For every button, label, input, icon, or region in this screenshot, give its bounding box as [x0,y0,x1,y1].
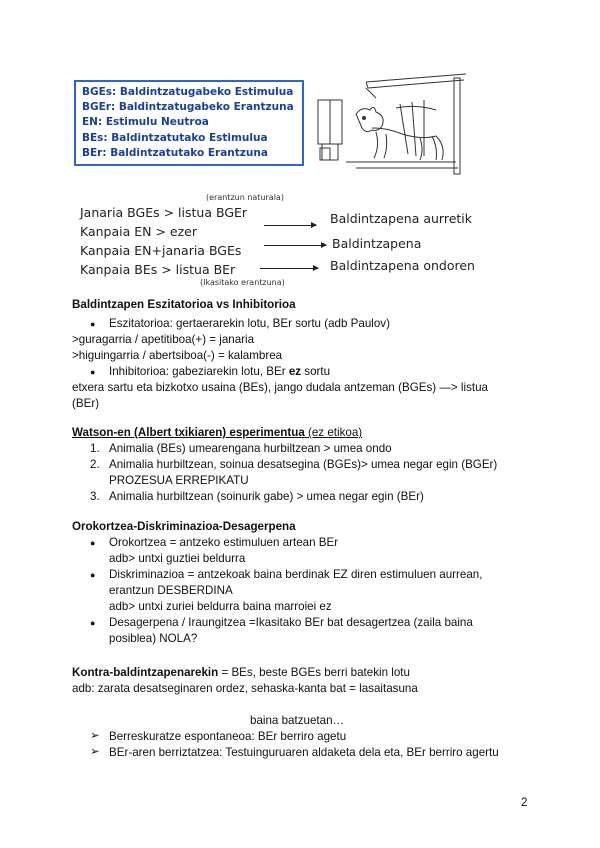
bullet-text-cont: adb> untxi zuriei beldurra baina marroiei ez [109,600,332,613]
section-heading [72,665,410,681]
text-line-centered: baina batzuetan… [250,714,345,727]
heading-text: Watson-en (Albert txikiaren) esperimentua [72,426,305,439]
list-number: 3. [90,490,100,503]
bullet-text: Orokortzea = antzeko estimuluen artean BEr [109,536,339,549]
list-number: 1. [90,442,100,455]
arrow-item: Berreskuratze espontaneoa: BEr berriro agetu [109,730,347,743]
legend-line: EN: Estimulu Neutroa [82,116,209,129]
diagram-row: Kanpaia EN+janaria BGEs [80,243,242,258]
diagram-result: Baldintzapena ondoren [330,258,475,273]
arrowhead-bullet-icon: ➢ [90,745,100,758]
list-item: Animalia hurbiltzean, soinua desatsegina (BGEs)> umea negar egin (BGEr) [109,458,498,471]
bullet-text-cont: adb> untxi guztiei beldurra [109,552,246,565]
diagram-result: Baldintzapena [332,236,422,251]
list-item-cont: PROZESUA ERREPIKATU [109,474,249,487]
arrow-icon [264,225,316,226]
arrow-icon [260,268,318,269]
list-number: 2. [90,458,100,471]
text-line: (BEr) [72,397,100,410]
section-heading: Baldintzapen Eszitatorioa vs Inhibitorioa [72,298,296,311]
arrow-icon [264,245,326,246]
section-heading: Orokortzea-Diskriminazioa-Desagerpena [72,520,296,533]
emphasis: ez [288,365,302,378]
text-line: etxera sartu eta bizkotxo usaina (BEs), jango dudala antzeman (BGEs) —> listua [72,381,488,394]
bullet-icon: ● [90,319,96,329]
legend-box [74,80,304,166]
diagram-row: Kanpaia BEs > listua BEr [80,262,236,277]
bullet-text: Diskriminazioa = antzekoak baina berdinak EZ diren estimuluen aurrean, [109,568,483,581]
arrowhead-bullet-icon: ➢ [90,729,100,742]
diagram-row: Kanpaia EN > ezer [80,224,198,239]
text-line: >higuingarria / abertsiboa(-) = kalambrea [72,349,283,362]
list-item: Animalia hurbiltzean (soinurik gabe) > umea negar egin (BEr) [109,490,424,503]
heading-suffix: = BEs, beste BGEs berri batekin lotu [218,666,410,679]
bullet-icon: ● [90,618,96,628]
diagram-result: Baldintzapena aurretik [330,211,473,226]
bullet-text: Eszitatorioa: gertaerarekin lotu, BEr sortu (adb Paulov) [109,317,390,330]
bullet-icon: ● [90,570,96,580]
page-number: 2 [521,796,528,809]
text-span: sortu [301,365,331,378]
section-heading [72,425,362,441]
arrow-item: BEr-aren berriztatzea: Testuinguruaren aldaketa dela eta, BEr berriro agertu [109,746,499,759]
pavlov-dog-illustration [316,68,476,176]
legend-line: BEr: Baldintzatutako Erantzuna [82,146,268,159]
bullet-icon: ● [90,538,96,548]
diagram-note-bottom: (Ikasitako erantzuna) [200,278,285,287]
text-span: Inhibitorioa: gabeziarekin lotu, BEr [109,365,289,378]
list-item: Animalia (BEs) umearengana hurbiltzean > umea ondo [109,442,392,455]
diagram-note-top: (erantzun naturala) [206,193,284,202]
bullet-text-cont: posiblea) NOLA? [109,632,198,645]
bullet-icon: ● [90,367,96,377]
heading-text: Kontra-baldintzapenarekin [72,666,219,679]
bullet-text [109,364,330,380]
legend-line: BGEs: Baldintzatugabeko Estimulua [82,86,294,98]
legend-line: BGEr: Baldintzatugabeko Erantzuna [82,101,294,114]
bullet-text: Desagerpena / Iraungitzea =Ikasitako BEr bat desagertzea (zaila baina [109,616,473,629]
text-line: >guragarria / apetitiboa(+) = janaria [72,333,255,346]
text-line: adb: zarata desatseginaren ordez, sehaska-kanta bat = lasaitasuna [72,682,418,695]
legend-line: BEs: Baldintzatutako Estimulua [82,131,268,144]
diagram-row: Janaria BGEs > listua BGEr [80,205,248,220]
bullet-text-cont: erantzun DESBERDINA [109,584,233,597]
heading-suffix: (ez etikoa) [304,426,363,439]
